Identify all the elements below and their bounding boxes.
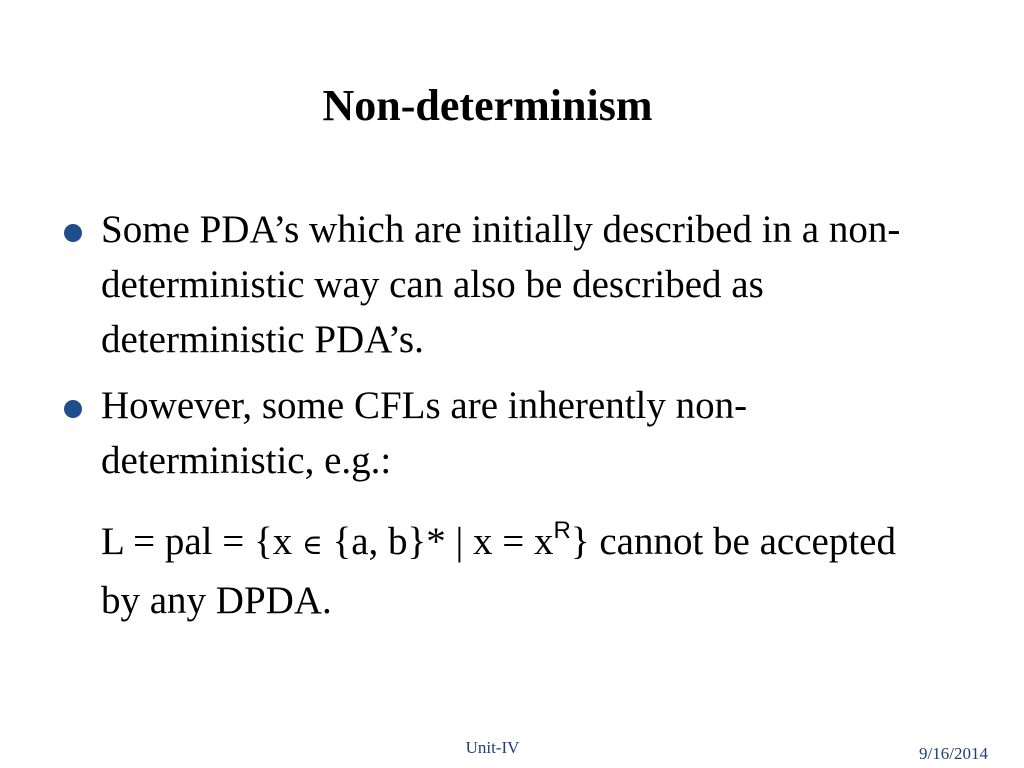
footer-unit-label: Unit-IV bbox=[465, 738, 520, 757]
bullet-dot-icon bbox=[64, 400, 82, 418]
language-prefix: L = pal = {x bbox=[101, 520, 302, 563]
bullet-text: However, some CFLs are inherently non-deterministic, e.g.: bbox=[101, 384, 748, 482]
bullet-text: Some PDA’s which are initially described in a non-deterministic way can also be described as deterministic PDA’s. bbox=[101, 208, 901, 361]
slide-content bbox=[60, 202, 910, 629]
footer-date: 9/16/2014 bbox=[919, 744, 988, 763]
slide-title: Non-determinism bbox=[322, 81, 653, 130]
bullet-dot-icon bbox=[64, 224, 82, 242]
reverse-superscript: R bbox=[553, 517, 571, 544]
bullet-item bbox=[60, 378, 910, 488]
language-middle: {a, b}* | x = x bbox=[322, 520, 554, 563]
language-suffix: } cannot be accepted by any DPDA. bbox=[101, 520, 896, 622]
bullet-item bbox=[60, 202, 910, 367]
element-of-symbol: ∈ bbox=[301, 528, 323, 561]
language-statement bbox=[60, 514, 910, 629]
